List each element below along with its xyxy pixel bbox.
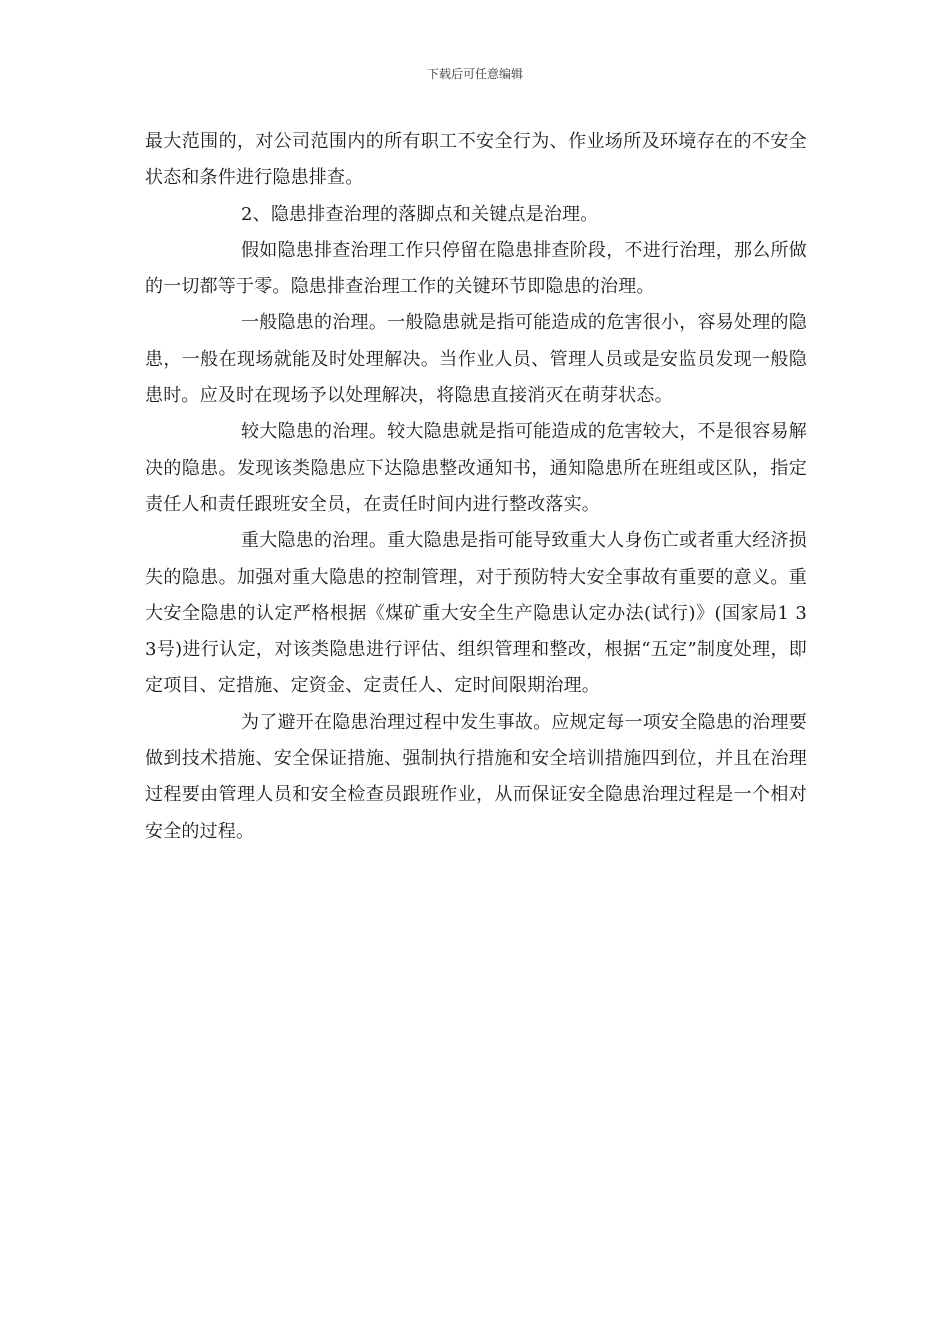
paragraph-accident-avoidance: 为了避开在隐患治理过程中发生事故。应规定每一项安全隐患的治理要做到技术措施、安全保证措施、强制执行措施和安全培训措施四到位，并且在治理过程要由管理人员和安全检查员跟班作业，从而保证安全隐患治理过程是一个相对安全的过程。 bbox=[145, 711, 807, 842]
paragraph-heading-2: 2、隐患排查治理的落脚点和关键点是治理。 bbox=[241, 203, 599, 225]
paragraph-major-hazard: 较大隐患的治理。较大隐患就是指可能造成的危害较大，不是很容易解决的隐患。发现该类隐患应下达隐患整改通知书，通知隐患所在班组或区队，指定责任人和责任跟班安全员，在责任时间内进行整改落实。 bbox=[145, 421, 807, 515]
paragraph-continuation: 最大范围的，对公司范围内的所有职工不安全行为、作业场所及环境存在的不安全状态和条件进行隐患排查。 bbox=[145, 131, 807, 189]
document-body bbox=[145, 124, 807, 850]
paragraph-general-hazard: 一般隐患的治理。一般隐患就是指可能造成的危害很小，容易处理的隐患，一般在现场就能及时处理解决。当作业人员、管理人员或是安监员发现一般隐患时。应及时在现场予以处理解决，将隐患直接消灭在萌芽状态。 bbox=[145, 312, 807, 407]
paragraph-governance: 假如隐患排查治理工作只停留在隐患排查阶段，不进行治理，那么所做的一切都等于零。隐患排查治理工作的关键环节即隐患的治理。 bbox=[145, 239, 807, 298]
paragraph-serious-hazard: 重大隐患的治理。重大隐患是指可能导致重大人身伤亡或者重大经济损失的隐患。加强对重大隐患的控制管理，对于预防特大安全事故有重要的意义。重大安全隐患的认定严格根据《煤矿重大安全生产隐患认定办法(试行)》(国家局1 33号)进行认定，对该类隐患进行评估、组织管理和整改，根据“五定”制度处理，即定项目、定措施、定资金、定责任人、定时间限期治理。 bbox=[145, 530, 807, 697]
page-header: 下载后可任意编辑 bbox=[426, 67, 523, 81]
